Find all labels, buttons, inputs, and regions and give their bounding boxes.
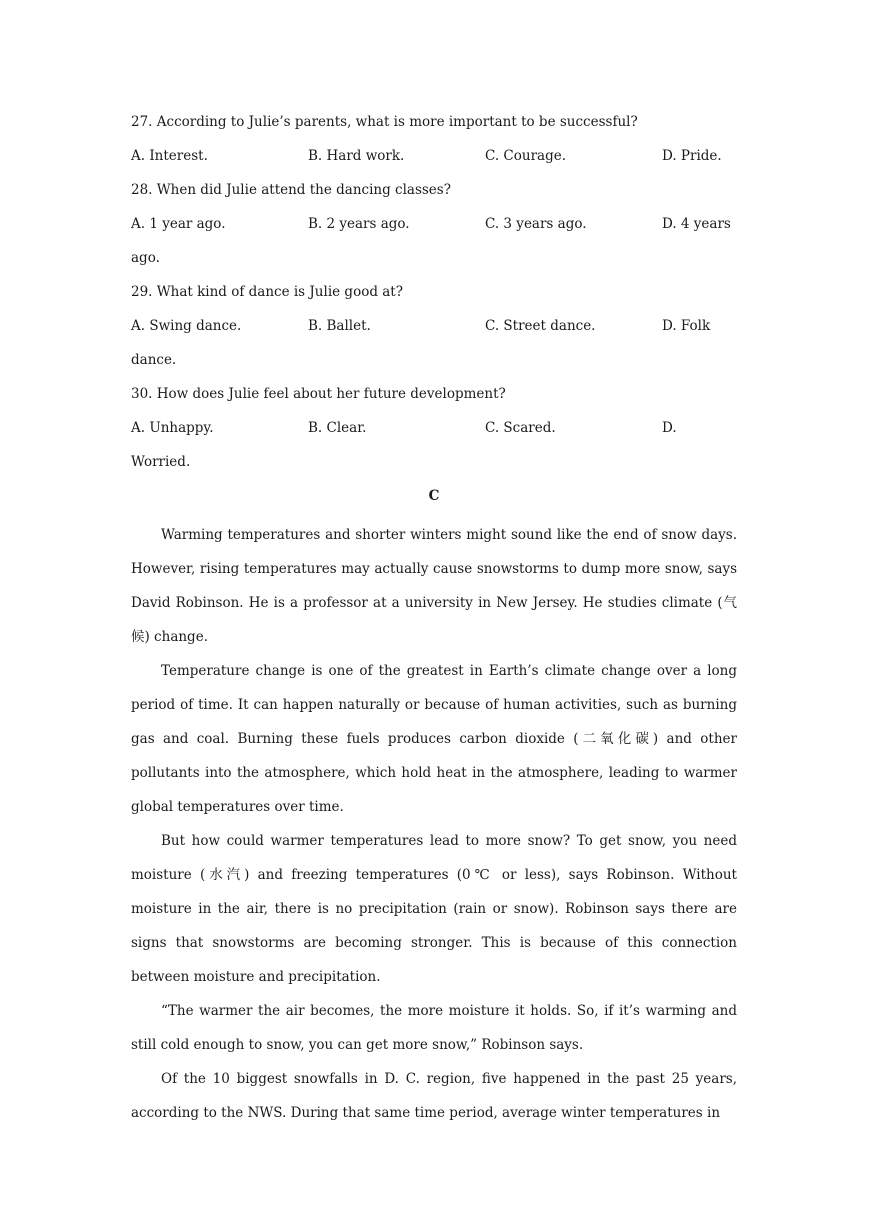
option-wrap-text: ago.: [131, 250, 160, 266]
option-c: C. Scared.: [485, 420, 556, 436]
document-content: [131, 110, 737, 1130]
option-d: D.: [662, 420, 677, 436]
passage-paragraph: [131, 1062, 737, 1130]
option-c: C. 3 years ago.: [485, 216, 587, 232]
option-d: D. Pride.: [662, 148, 722, 164]
paragraph-text: Warming temperatures and shorter winters might sound like the end of snow days. However, rising temperatures may actually cause snowstorms to dump more snow, says David Robinson. He is a professor at a university in New Jersey. He studies climate (气候) change.: [131, 527, 737, 645]
option-c: C. Street dance.: [485, 318, 596, 334]
option-b: B. 2 years ago.: [308, 216, 410, 232]
options-row: [131, 314, 737, 348]
option-b: B. Clear.: [308, 420, 367, 436]
option-wrap-text: dance.: [131, 352, 177, 368]
passage-paragraph: [131, 824, 737, 994]
option-d: D. 4 years: [662, 216, 731, 232]
option-a: A. 1 year ago.: [131, 216, 226, 232]
options-row: [131, 144, 737, 178]
paragraph-text: “The warmer the air becomes, the more moisture it holds. So, if it’s warming and still cold enough to snow, you can get more snow,” Robinson says.: [131, 1003, 737, 1053]
paragraph-text: Temperature change is one of the greatest in Earth’s climate change over a long period of time. It can happen naturally or because of human activities, such as burning gas and coal. Burning these fuels produces carbon dioxide (二氧化碳) and other pollutants into the atmosphere, which hold heat in the atmosphere, leading to warmer global temperatures over time.: [131, 663, 737, 815]
question-30: [131, 382, 737, 484]
section-title: C: [428, 488, 440, 504]
passage-paragraph: [131, 654, 737, 824]
options-row: [131, 416, 737, 450]
option-a: A. Swing dance.: [131, 318, 242, 334]
question-stem: 28. When did Julie attend the dancing classes?: [131, 182, 451, 198]
passage-paragraph: [131, 994, 737, 1062]
question-stem: 29. What kind of dance is Julie good at?: [131, 284, 403, 300]
option-b: B. Ballet.: [308, 318, 371, 334]
paragraph-text: Of the 10 biggest snowfalls in D. C. region, five happened in the past 25 years, according to the NWS. During that same time period, average winter temperatures in: [131, 1071, 737, 1121]
option-a: A. Unhappy.: [131, 420, 214, 436]
question-29: [131, 280, 737, 382]
options-row: [131, 212, 737, 246]
question-stem: 27. According to Julie’s parents, what is more important to be successful?: [131, 114, 638, 130]
passage-paragraph: [131, 518, 737, 654]
option-wrap-text: Worried.: [131, 454, 191, 470]
option-b: B. Hard work.: [308, 148, 405, 164]
paragraph-text: But how could warmer temperatures lead to more snow? To get snow, you need moisture (水汽) and freezing temperatures (0℃ or less), says Robinson. Without moisture in the air, there is no precipitation (rain or snow). Robinson says there are signs that snowstorms are becoming stronger. This is because of this connection between moisture and precipitation.: [131, 833, 737, 985]
option-d: D. Folk: [662, 318, 711, 334]
option-c: C. Courage.: [485, 148, 567, 164]
option-a: A. Interest.: [131, 148, 208, 164]
question-27: [131, 110, 737, 178]
question-28: [131, 178, 737, 280]
question-stem: 30. How does Julie feel about her future development?: [131, 386, 506, 402]
